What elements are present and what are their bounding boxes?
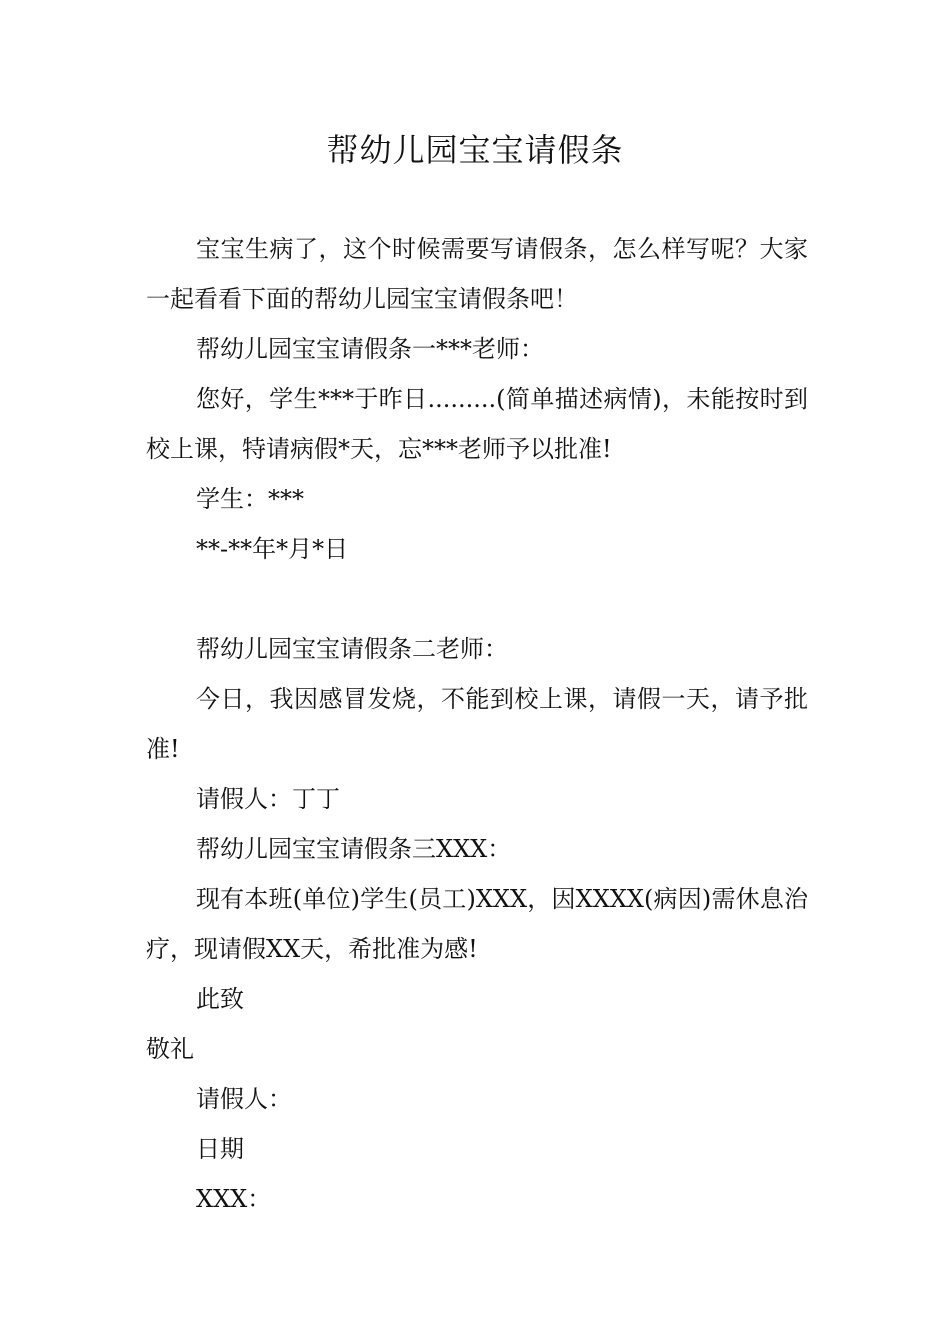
document-title: 帮幼儿园宝宝请假条 — [326, 131, 624, 169]
blank-line — [146, 574, 808, 624]
note-one-signature: 学生：*** — [196, 485, 304, 513]
note-two-body: 今日，我因感冒发烧，不能到校上课，请假一天，请予批准! — [146, 685, 808, 763]
trailing-addressee: XXX： — [196, 1185, 272, 1213]
note-one-heading: 帮幼儿园宝宝请假条一***老师： — [196, 335, 544, 363]
note-three-date: 日期 — [196, 1135, 244, 1163]
closing-salutation: 此致 — [196, 985, 244, 1013]
note-three-body: 现有本班(单位)学生(员工)XXX，因XXXX(病因)需休息治疗，现请假XX天，希批准为感! — [146, 885, 808, 963]
note-one-body: 您好，学生***于昨日.........(简单描述病情)，未能按时到校上课，特请病假*天，忘***老师予以批准! — [146, 385, 808, 463]
closing-regards: 敬礼 — [146, 1035, 194, 1063]
note-three-signature: 请假人： — [196, 1085, 292, 1113]
note-two-heading: 帮幼儿园宝宝请假条二老师： — [196, 635, 508, 663]
intro-paragraph: 宝宝生病了，这个时候需要写请假条，怎么样写呢？大家一起看看下面的帮幼儿园宝宝请假条吧！ — [146, 235, 808, 313]
note-three-heading: 帮幼儿园宝宝请假条三XXX： — [196, 835, 512, 863]
note-two-signature: 请假人：丁丁 — [196, 785, 340, 813]
document-body — [146, 224, 808, 1224]
note-one-date: **-**年*月*日 — [196, 535, 349, 563]
